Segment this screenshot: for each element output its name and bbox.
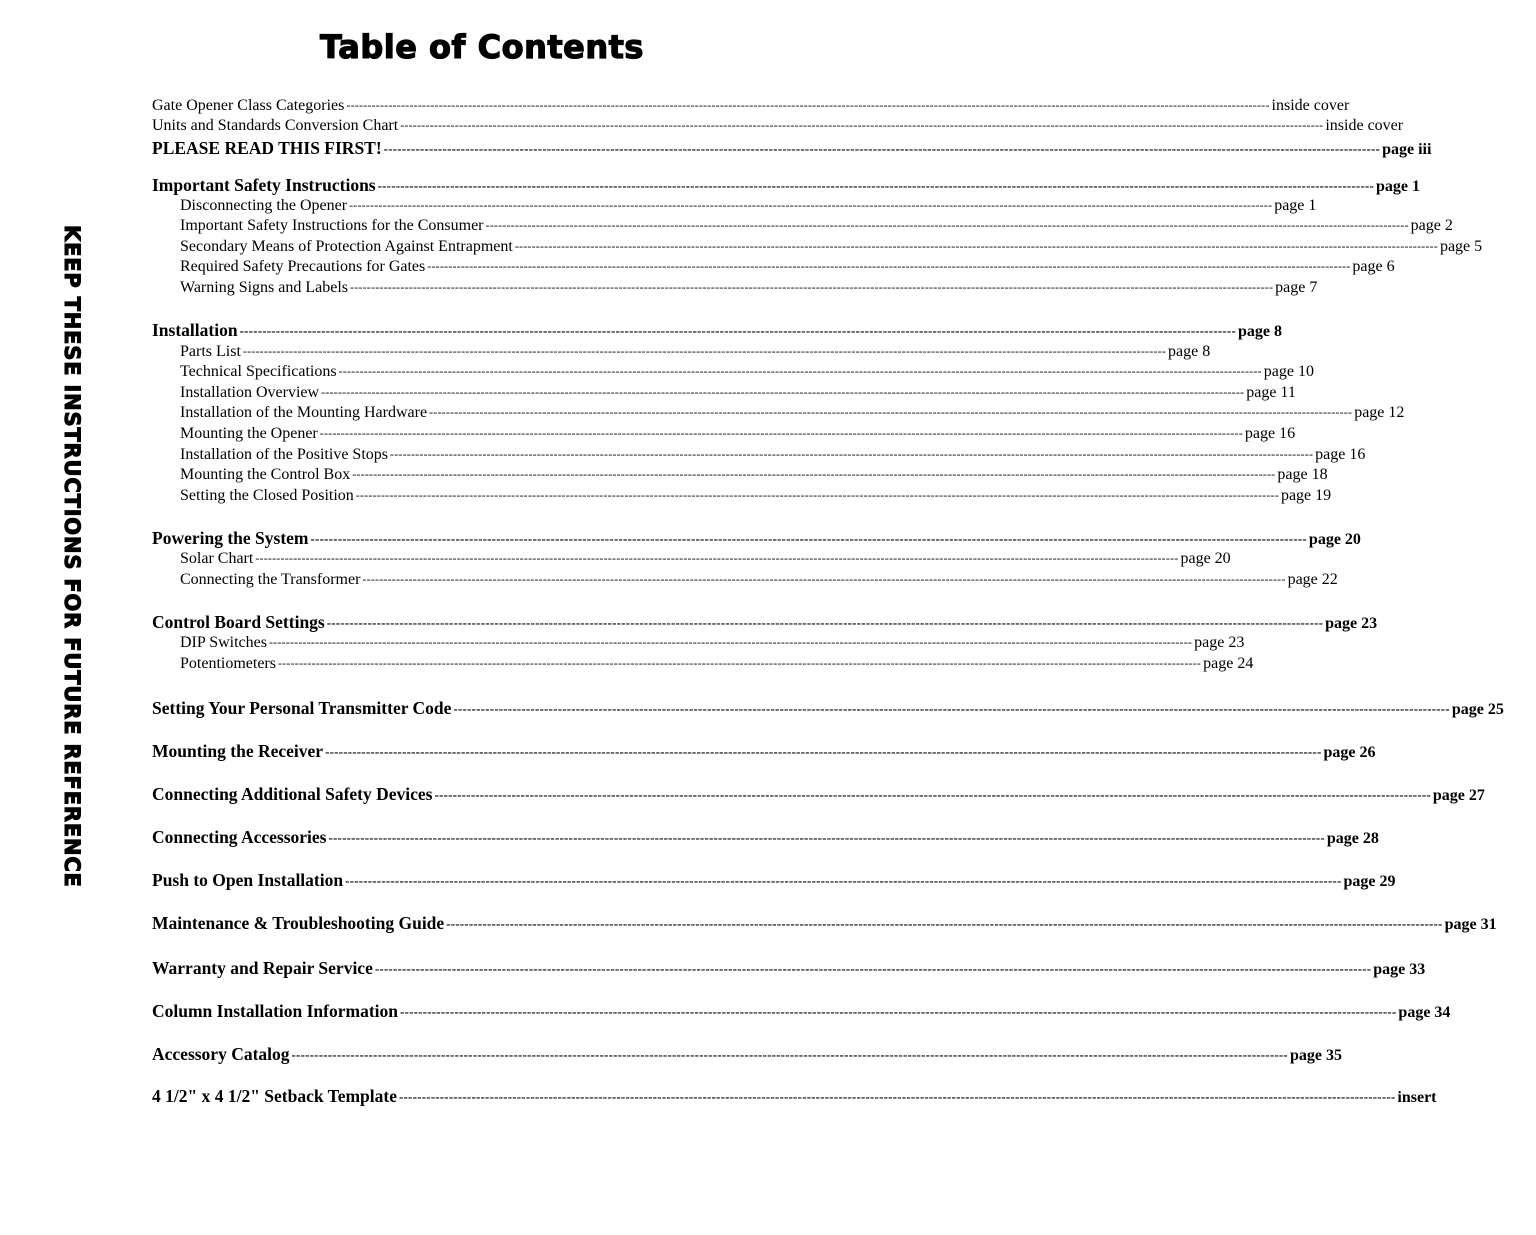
toc-entry	[152, 612, 1378, 633]
dot-leader: ----------------------------------------------------------------------------------------------------------------------------------------------------------------------------------------------------------------------------	[352, 467, 1276, 481]
toc-entry	[152, 870, 1396, 891]
dot-leader: ----------------------------------------------------------------------------------------------------------------------------------------------------------------------------------------------------------------------------	[346, 98, 1270, 112]
toc-entry	[152, 175, 1421, 196]
toc-entry	[180, 363, 1314, 381]
toc-entry-title: Potentiometers	[180, 655, 276, 672]
dot-leader: ----------------------------------------------------------------------------------------------------------------------------------------------------------------------------------------------------------------------------	[400, 1004, 1397, 1019]
toc-entry	[152, 827, 1379, 848]
toc-entry-title: Control Board Settings	[152, 612, 325, 632]
toc-entry	[180, 384, 1296, 402]
toc-entry-page: page 22	[1287, 571, 1338, 588]
toc-entry-page: page 16	[1315, 446, 1366, 463]
toc-entry-page: page iii	[1382, 141, 1432, 158]
toc-entry-page: inside cover	[1271, 97, 1350, 114]
toc-entry-title: Warranty and Repair Service	[152, 958, 373, 978]
dot-leader: ----------------------------------------------------------------------------------------------------------------------------------------------------------------------------------------------------------------------------	[255, 551, 1179, 565]
dot-leader: ----------------------------------------------------------------------------------------------------------------------------------------------------------------------------------------------------------------------------	[345, 873, 1342, 888]
toc-entry-title: PLEASE READ THIS FIRST!	[152, 138, 382, 158]
toc-entry	[152, 1086, 1437, 1107]
toc-entry-title: Warning Signs and Labels	[180, 279, 349, 296]
toc-entry-title: Disconnecting the Opener	[180, 197, 348, 214]
toc-entry	[180, 425, 1296, 443]
toc-entry	[152, 117, 1404, 135]
toc-entry	[152, 1001, 1451, 1022]
toc-entry-title: Secondary Means of Protection Against Entrapment	[180, 238, 513, 255]
toc-entry-title: Mounting the Control Box	[180, 466, 351, 483]
toc-entry-page: page 16	[1244, 425, 1296, 442]
toc-entry	[152, 958, 1426, 979]
toc-entry-page: inside cover	[1325, 117, 1404, 134]
toc-entry	[152, 1044, 1342, 1065]
toc-entry-title: Connecting Additional Safety Devices	[152, 784, 433, 804]
toc-entry-page: insert	[1397, 1089, 1437, 1106]
page-title: Table of Contents	[320, 28, 644, 66]
toc-entry	[180, 279, 1318, 297]
toc-entry	[152, 97, 1350, 115]
toc-entry-title: Installation	[152, 320, 238, 340]
toc-entry	[152, 741, 1376, 762]
toc-entry-title: Required Safety Precautions for Gates	[180, 258, 426, 275]
toc-entry	[180, 571, 1338, 589]
toc-entry	[152, 138, 1432, 159]
dot-leader: ----------------------------------------------------------------------------------------------------------------------------------------------------------------------------------------------------------------------------	[377, 178, 1375, 193]
dot-leader: ----------------------------------------------------------------------------------------------------------------------------------------------------------------------------------------------------------------------------	[321, 385, 1245, 399]
dot-leader: ----------------------------------------------------------------------------------------------------------------------------------------------------------------------------------------------------------------------------	[485, 218, 1409, 232]
toc-entry-title: Technical Specifications	[180, 363, 337, 380]
toc-entry-page: page 33	[1373, 961, 1426, 978]
toc-entry-title: Important Safety Instructions	[152, 175, 376, 195]
dot-leader: ----------------------------------------------------------------------------------------------------------------------------------------------------------------------------------------------------------------------------	[277, 656, 1202, 670]
toc-entry-title: Maintenance & Troubleshooting Guide	[152, 913, 445, 933]
toc-entry-title: Installation of the Positive Stops	[180, 446, 388, 463]
dot-leader: ----------------------------------------------------------------------------------------------------------------------------------------------------------------------------------------------------------------------------	[453, 701, 1450, 716]
toc-entry-page: page 1	[1376, 178, 1421, 195]
toc-entry	[152, 698, 1504, 719]
dot-leader: ----------------------------------------------------------------------------------------------------------------------------------------------------------------------------------------------------------------------------	[383, 141, 1381, 156]
dot-leader: ----------------------------------------------------------------------------------------------------------------------------------------------------------------------------------------------------------------------------	[239, 323, 1236, 338]
dot-leader: ----------------------------------------------------------------------------------------------------------------------------------------------------------------------------------------------------------------------------	[400, 118, 1324, 132]
toc-entry-title: Powering the System	[152, 528, 309, 548]
toc-entry-page: page 2	[1410, 217, 1453, 234]
toc-entry	[180, 258, 1395, 276]
toc-entry-page: page 11	[1246, 384, 1296, 401]
toc-entry-page: page 23	[1325, 615, 1378, 632]
toc-entry-page: page 1	[1274, 197, 1317, 214]
toc-entry-page: page 26	[1323, 744, 1376, 761]
toc-entry	[180, 197, 1317, 215]
toc-entry-title: Mounting the Opener	[180, 425, 318, 442]
toc-entry-page: page 34	[1398, 1004, 1451, 1021]
toc-entry-page: page 10	[1263, 363, 1314, 380]
toc-entry-title: 4 1/2" x 4 1/2" Setback Template	[152, 1086, 397, 1106]
toc-entry-title: Gate Opener Class Categories	[152, 97, 345, 114]
toc-entry	[152, 784, 1485, 805]
toc-entry-page: page 35	[1289, 1047, 1342, 1064]
dot-leader: ----------------------------------------------------------------------------------------------------------------------------------------------------------------------------------------------------------------------------	[268, 635, 1193, 649]
toc-entry-title: Parts List	[180, 343, 241, 360]
dot-leader: ----------------------------------------------------------------------------------------------------------------------------------------------------------------------------------------------------------------------------	[355, 488, 1279, 502]
dot-leader: ----------------------------------------------------------------------------------------------------------------------------------------------------------------------------------------------------------------------------	[291, 1047, 1288, 1062]
toc-entry-page: page 7	[1275, 279, 1318, 296]
toc-entry-page: page 27	[1432, 787, 1485, 804]
dot-leader: ----------------------------------------------------------------------------------------------------------------------------------------------------------------------------------------------------------------------------	[349, 198, 1273, 212]
toc-entry-page: page 20	[1180, 550, 1231, 567]
toc-entry-title: Accessory Catalog	[152, 1044, 290, 1064]
toc-entry-page: page 8	[1237, 323, 1282, 340]
dot-leader: ----------------------------------------------------------------------------------------------------------------------------------------------------------------------------------------------------------------------------	[374, 961, 1372, 976]
toc-entry-title: Column Installation Information	[152, 1001, 399, 1021]
toc-entry-page: page 8	[1168, 343, 1211, 360]
toc-entry-page: page 29	[1343, 873, 1396, 890]
dot-leader: ----------------------------------------------------------------------------------------------------------------------------------------------------------------------------------------------------------------------------	[326, 615, 1324, 630]
toc-entry-page: page 23	[1194, 634, 1245, 651]
toc-entry-title: Installation Overview	[180, 384, 320, 401]
dot-leader: ----------------------------------------------------------------------------------------------------------------------------------------------------------------------------------------------------------------------------	[390, 447, 1314, 461]
toc-entry-page: page 28	[1326, 830, 1379, 847]
toc-entry	[152, 528, 1361, 549]
dot-leader: ----------------------------------------------------------------------------------------------------------------------------------------------------------------------------------------------------------------------------	[399, 1089, 1396, 1104]
toc-entry-page: page 25	[1451, 701, 1504, 718]
toc-entry	[180, 446, 1366, 464]
toc-entry-title: Connecting the Transformer	[180, 571, 361, 588]
toc-entry-page: page 24	[1203, 655, 1254, 672]
dot-leader: ----------------------------------------------------------------------------------------------------------------------------------------------------------------------------------------------------------------------------	[362, 572, 1286, 586]
toc-entry-title: Connecting Accessories	[152, 827, 327, 847]
toc-entry-page: page 5	[1439, 238, 1483, 255]
dot-leader: ----------------------------------------------------------------------------------------------------------------------------------------------------------------------------------------------------------------------------	[328, 830, 1325, 845]
toc-entry	[180, 238, 1483, 256]
toc-entry-title: Setting the Closed Position	[180, 487, 354, 504]
toc-entry	[152, 320, 1282, 341]
toc-entry-page: page 20	[1308, 531, 1361, 548]
dot-leader: ----------------------------------------------------------------------------------------------------------------------------------------------------------------------------------------------------------------------------	[434, 787, 1431, 802]
dot-leader: ----------------------------------------------------------------------------------------------------------------------------------------------------------------------------------------------------------------------------	[427, 259, 1351, 273]
toc-entry	[180, 343, 1211, 361]
toc-entry-page: page 6	[1352, 258, 1395, 275]
dot-leader: ----------------------------------------------------------------------------------------------------------------------------------------------------------------------------------------------------------------------------	[338, 364, 1262, 378]
toc-entry-title: Units and Standards Conversion Chart	[152, 117, 399, 134]
toc-entry-title: Setting Your Personal Transmitter Code	[152, 698, 452, 718]
dot-leader: ----------------------------------------------------------------------------------------------------------------------------------------------------------------------------------------------------------------------------	[319, 426, 1243, 440]
toc-entry	[180, 217, 1453, 235]
toc-entry-title: Push to Open Installation	[152, 870, 344, 890]
toc-entry-page: page 12	[1354, 404, 1405, 421]
toc-entry	[180, 550, 1231, 568]
toc-entry-title: Solar Chart	[180, 550, 254, 567]
dot-leader: ----------------------------------------------------------------------------------------------------------------------------------------------------------------------------------------------------------------------------	[242, 344, 1167, 358]
toc-entry-page: page 31	[1444, 916, 1497, 933]
toc-entry-title: DIP Switches	[180, 634, 267, 651]
toc-entry	[180, 404, 1405, 422]
dot-leader: ----------------------------------------------------------------------------------------------------------------------------------------------------------------------------------------------------------------------------	[325, 744, 1322, 759]
toc-entry-title: Important Safety Instructions for the Consumer	[180, 217, 484, 234]
toc-entry	[180, 655, 1254, 673]
toc-entry-title: Installation of the Mounting Hardware	[180, 404, 428, 421]
dot-leader: ----------------------------------------------------------------------------------------------------------------------------------------------------------------------------------------------------------------------------	[429, 405, 1353, 419]
dot-leader: ----------------------------------------------------------------------------------------------------------------------------------------------------------------------------------------------------------------------------	[514, 239, 1438, 253]
toc-entry-page: page 19	[1280, 487, 1332, 504]
dot-leader: ----------------------------------------------------------------------------------------------------------------------------------------------------------------------------------------------------------------------------	[446, 916, 1443, 931]
side-reminder-text: KEEP THESE INSTRUCTIONS FOR FUTURE REFERENCE	[60, 225, 84, 888]
toc-entry	[152, 913, 1497, 934]
dot-leader: ----------------------------------------------------------------------------------------------------------------------------------------------------------------------------------------------------------------------------	[350, 280, 1274, 294]
toc-entry-title: Mounting the Receiver	[152, 741, 324, 761]
dot-leader: ----------------------------------------------------------------------------------------------------------------------------------------------------------------------------------------------------------------------------	[310, 531, 1307, 546]
toc-entry-page: page 18	[1277, 466, 1328, 483]
toc-entry	[180, 634, 1245, 652]
toc-entry	[180, 466, 1328, 484]
toc-entry	[180, 487, 1332, 505]
